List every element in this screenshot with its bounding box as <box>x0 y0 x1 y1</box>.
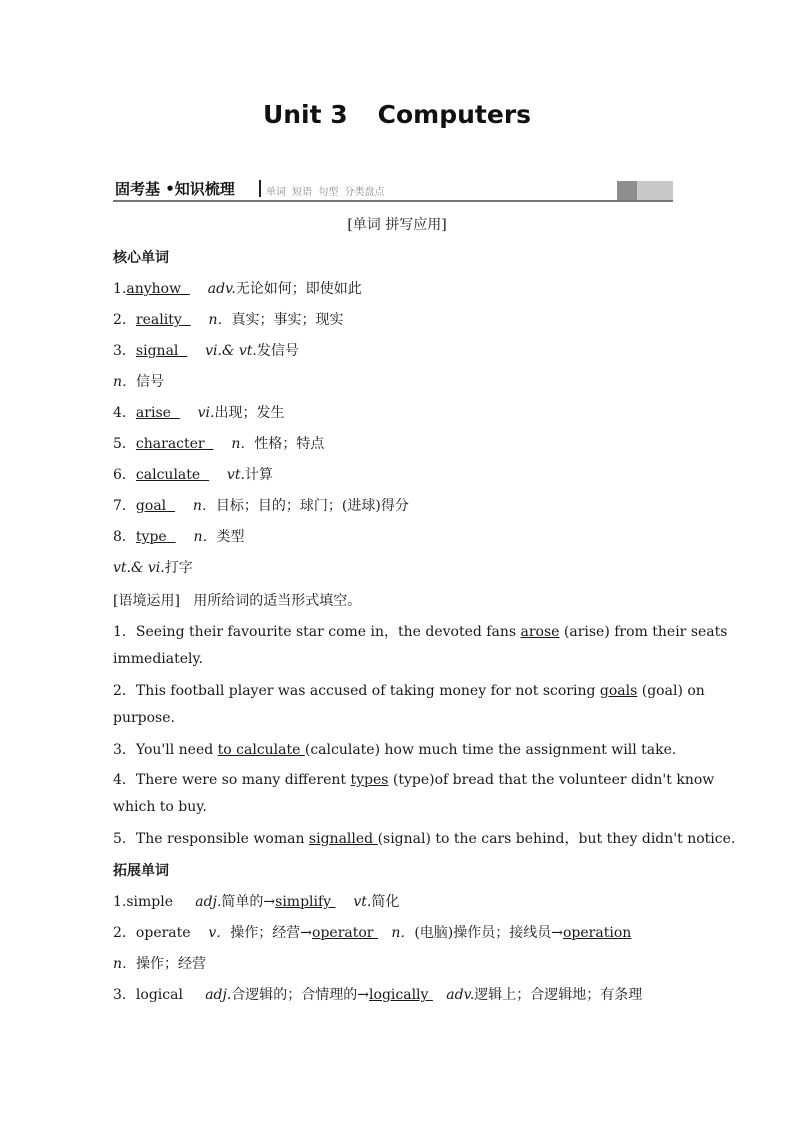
unit-topic: Computers <box>377 100 532 129</box>
definition: 操作；经营 <box>136 956 207 972</box>
part-of-speech: n． <box>231 436 255 452</box>
item-number: 1. <box>113 281 127 297</box>
part-of-speech: vt.& vi. <box>113 560 165 576</box>
answer-text: operator <box>312 925 378 941</box>
sentence-item <box>113 739 676 759</box>
answer-text: types <box>350 772 389 788</box>
part-of-speech: adv. <box>446 987 475 1003</box>
extend-item <box>113 891 399 911</box>
item-number: 4． <box>113 405 136 421</box>
answer-blank <box>126 281 190 297</box>
sentence-line2: which to buy. <box>113 799 207 815</box>
item-number: 2． <box>113 683 136 699</box>
sentence-text: Seeing their favourite star come in，the devoted fans <box>135 624 521 640</box>
answer-text: arise <box>135 405 171 421</box>
answer-text: simplify <box>275 894 336 910</box>
sentence-text: (goal) on <box>637 683 705 699</box>
part-of-speech: adv. <box>207 281 236 297</box>
sentence-text: (calculate) how much time the assignment will take. <box>304 742 677 758</box>
section-subtitle: 单词 短语 句型 分类盘点 <box>266 187 385 198</box>
sentence-text: (signal) to the cars behind，but they didn't notice. <box>377 831 736 847</box>
answer-text: reality <box>135 312 182 328</box>
answer-blank <box>136 498 175 514</box>
core-item <box>113 340 299 360</box>
part-of-speech: n． <box>113 956 137 972</box>
answer-blank <box>136 312 191 328</box>
part-of-speech: vi.& vt. <box>205 343 257 359</box>
part-of-speech: adj. <box>195 894 222 910</box>
part-of-speech: vi. <box>197 405 215 421</box>
answer-text: signal <box>135 343 179 359</box>
context-heading: [语境运用] <box>113 593 180 609</box>
extend-item <box>113 922 631 942</box>
section-title: 固考基 •知识梳理 <box>115 180 235 198</box>
answer-blank <box>136 467 209 483</box>
part-of-speech: v． <box>208 925 231 941</box>
core-item <box>113 495 409 515</box>
item-number: 5． <box>113 831 136 847</box>
answer-text: type <box>135 529 167 545</box>
sentence-text: The responsible woman <box>135 831 309 847</box>
sentence-line2: immediately. <box>113 651 203 667</box>
extend-item-continued <box>113 953 206 973</box>
item-number: 2． <box>113 925 136 941</box>
core-item <box>113 526 244 546</box>
core-heading: 核心单词 <box>113 250 169 266</box>
sentence-text: There were so many different <box>135 772 351 788</box>
base-word: logical <box>135 987 183 1003</box>
item-number: 5． <box>113 436 136 452</box>
definition: 打字 <box>164 560 193 576</box>
item-number: 3． <box>113 742 136 758</box>
part-of-speech: vt. <box>353 894 372 910</box>
extend-item <box>113 984 642 1004</box>
core-item <box>113 402 284 422</box>
extend-heading: 拓展单词 <box>113 863 169 879</box>
answer-blank <box>136 343 187 359</box>
sentence-item <box>113 769 715 789</box>
core-item <box>113 309 344 329</box>
item-number: 8． <box>113 529 136 545</box>
core-item <box>113 433 324 453</box>
base-word: simple <box>126 894 174 910</box>
answer-text: goal <box>135 498 167 514</box>
definition: 逻辑上；合逻辑地；有条理 <box>474 987 643 1003</box>
definition: 发信号 <box>256 343 299 359</box>
core-item-continued <box>113 371 164 391</box>
part-of-speech: n． <box>113 374 137 390</box>
definition: (电脑)操作员；接线员→ <box>414 925 563 941</box>
sentence-line2: purpose. <box>113 710 175 726</box>
sentence-item <box>113 680 705 700</box>
definition: 简化 <box>371 894 400 910</box>
definition: 目标；目的；球门；(进球)得分 <box>215 498 409 514</box>
context-heading-line <box>113 590 361 610</box>
sentence-item <box>113 621 728 641</box>
part-of-speech: adj. <box>205 987 232 1003</box>
definition: 类型 <box>216 529 245 545</box>
decor-block-dark <box>617 181 637 200</box>
item-number: 3． <box>113 343 136 359</box>
item-number: 2． <box>113 312 136 328</box>
definition: 操作；经营→ <box>230 925 313 941</box>
definition: 信号 <box>136 374 165 390</box>
item-number: 1. <box>113 894 127 910</box>
item-number: 6． <box>113 467 136 483</box>
item-number: 3． <box>113 987 136 1003</box>
part-of-speech: n． <box>391 925 415 941</box>
core-item-continued <box>113 557 193 577</box>
item-number: 1． <box>113 624 136 640</box>
part-of-speech: vt. <box>226 467 245 483</box>
section-divider <box>259 180 261 197</box>
answer-text: calculate <box>135 467 201 483</box>
answer-blank <box>136 436 214 452</box>
answer-text: anyhow <box>126 281 182 297</box>
answer-blank <box>136 529 176 545</box>
base-word: operate <box>135 925 191 941</box>
answer-text: character <box>135 436 205 452</box>
answer-text: to calculate <box>217 742 305 758</box>
core-item <box>113 464 273 484</box>
page-title <box>0 100 794 129</box>
sentence-item <box>113 828 736 848</box>
answer-text: logically <box>369 987 433 1003</box>
part-of-speech: n． <box>193 529 217 545</box>
decor-block-light <box>637 181 673 200</box>
definition: 计算 <box>244 467 273 483</box>
item-number: 4． <box>113 772 136 788</box>
answer-text: signalled <box>308 831 378 847</box>
answer-text: arose <box>520 624 560 640</box>
sentence-text: You'll need <box>135 742 218 758</box>
answer-blank <box>136 405 180 421</box>
context-instruction: 用所给词的适当形式填空。 <box>193 593 362 609</box>
answer-text: goals <box>599 683 638 699</box>
sentence-text: (arise) from their seats <box>559 624 728 640</box>
sentence-text: (type)of bread that the volunteer didn't know <box>388 772 715 788</box>
definition: 真实；事实；现实 <box>231 312 344 328</box>
answer-text: operation <box>563 925 632 941</box>
definition: 性格；特点 <box>254 436 325 452</box>
unit-number: Unit 3 <box>262 100 348 129</box>
subheading: [单词 拼写应用] <box>347 217 447 233</box>
definition: 出现；发生 <box>214 405 285 421</box>
definition: 无论如何；即使如此 <box>235 281 362 297</box>
item-number: 7． <box>113 498 136 514</box>
core-item <box>113 278 362 298</box>
section-bar <box>113 178 673 202</box>
part-of-speech: n． <box>192 498 216 514</box>
definition: 合逻辑的；合情理的→ <box>231 987 370 1003</box>
sentence-text: This football player was accused of taking money for not scoring <box>135 683 600 699</box>
part-of-speech: n． <box>208 312 232 328</box>
definition: 简单的→ <box>221 894 276 910</box>
